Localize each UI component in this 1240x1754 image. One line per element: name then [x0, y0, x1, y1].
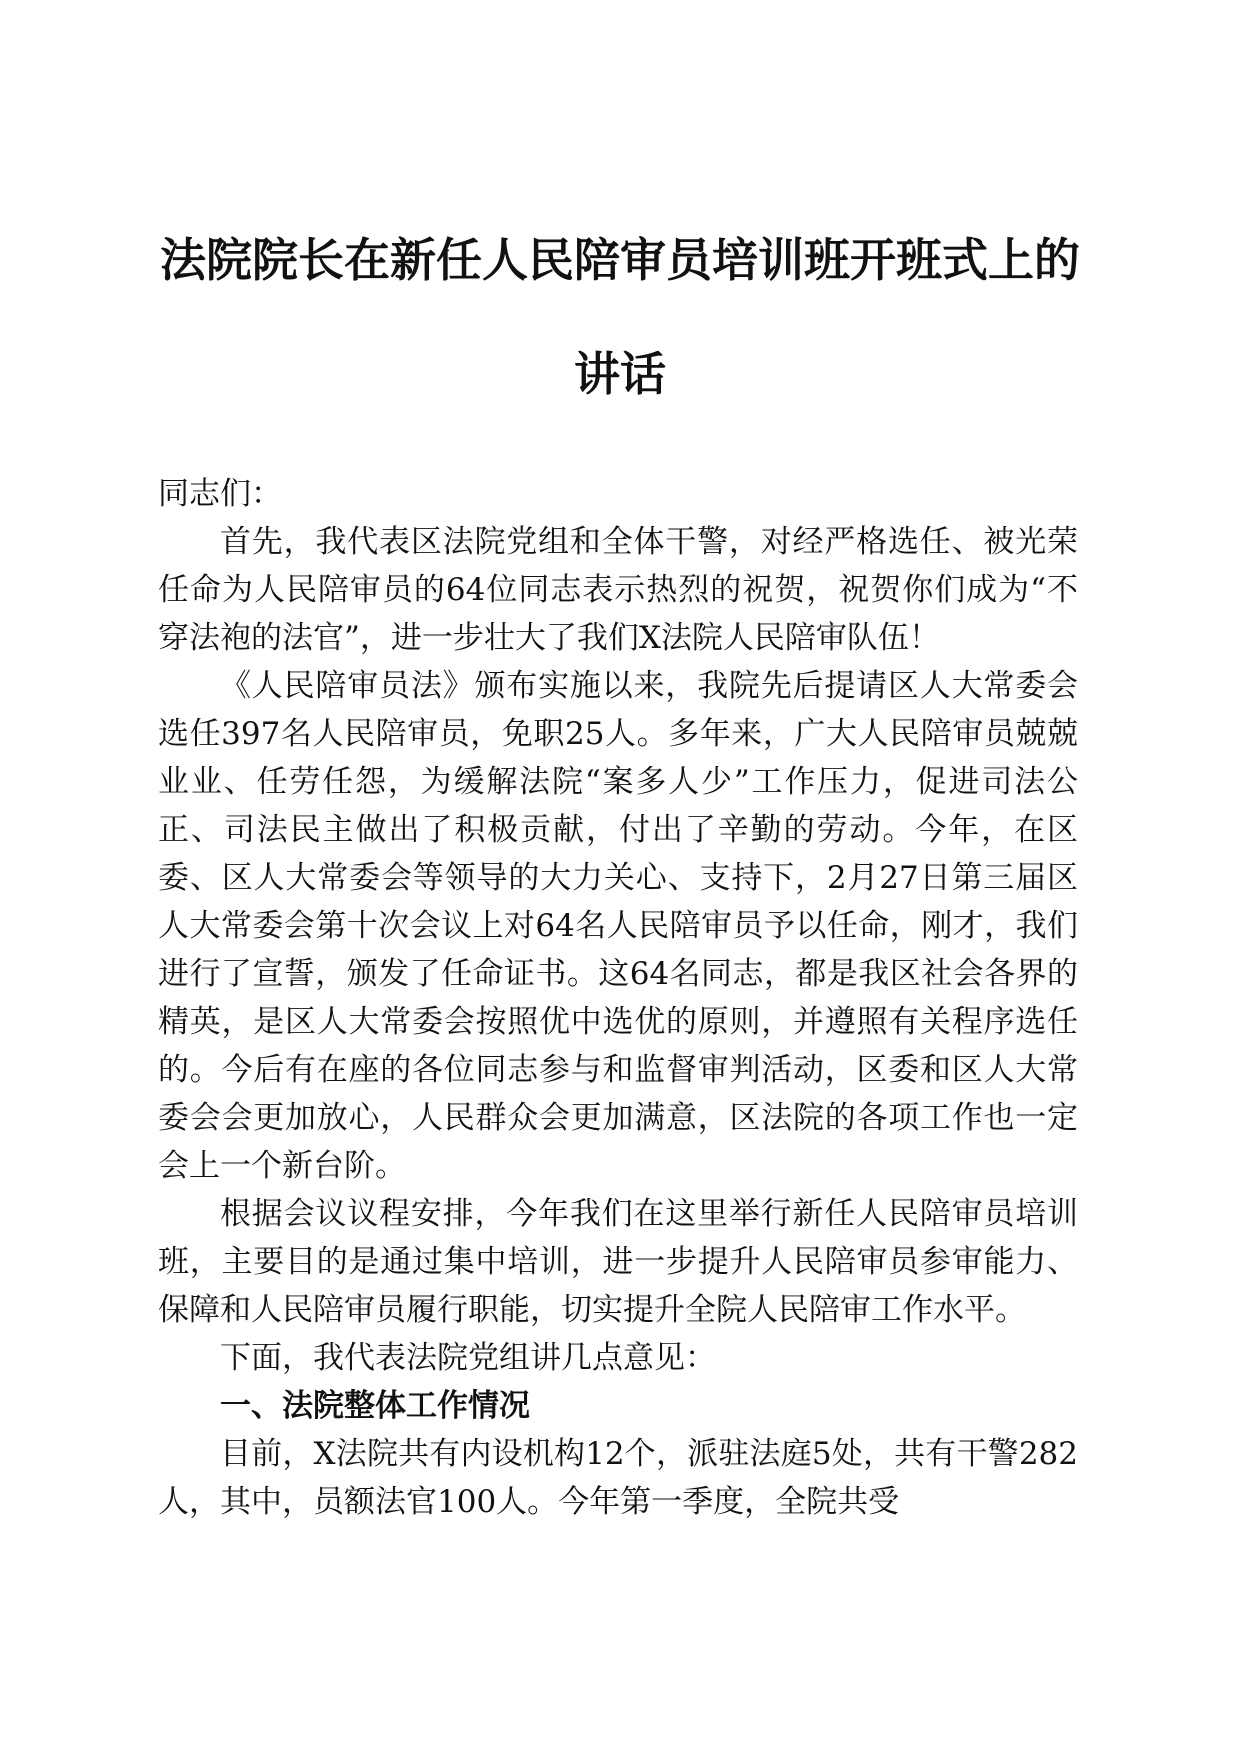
paragraph-opinions-intro: 下面，我代表法院党组讲几点意见： [220, 1340, 716, 1376]
section-heading-1: 一、法院整体工作情况 [220, 1388, 530, 1424]
paragraph-congratulations: 首先，我代表区法院党组和全体干警，对经严格选任、被光荣任命为人民陪审员的64位同志表示热烈的祝贺，祝贺你们成为“不穿法袍的法官”，进一步壮大了我们X法院人民陪审队伍！ [158, 524, 1078, 656]
salutation: 同志们： [158, 476, 282, 512]
paragraph-juror-law: 《人民陪审员法》颁布实施以来，我院先后提请区人大常委会选任397名人民陪审员，免职25人。多年来，广大人民陪审员兢兢业业、任劳任怨，为缓解法院“案多人少”工作压力，促进司法公正、司法民主做出了积极贡献，付出了辛勤的劳动。今年，在区委、区人大常委会等领导的大力关心、支持下，2月27日第三届区人大常委会第十次会议上对64名人民陪审员予以任命，刚才，我们进行了宣誓，颁发了任命证书。这64名同志，都是我区社会各界的精英，是区人大常委会按照优中选优的原则，并遵照有关程序选任的。今后有在座的各位同志参与和监督审判活动，区委和区人大常委会会更加放心，人民群众会更加满意，区法院的各项工作也一定会上一个新台阶。 [158, 668, 1078, 1184]
paragraph-training-purpose: 根据会议议程安排，今年我们在这里举行新任人民陪审员培训班，主要目的是通过集中培训，进一步提升人民陪审员参审能力、保障和人民陪审员履行职能，切实提升全院人民陪审工作水平。 [158, 1196, 1078, 1328]
document-title-line-1: 法院院长在新任人民陪审员培训班开班式上的 [160, 233, 1080, 287]
paragraph-court-overview: 目前，X法院共有内设机构12个，派驻法庭5处，共有干警282人，其中，员额法官100人。今年第一季度，全院共受 [158, 1436, 1078, 1520]
document-body [158, 470, 1078, 1526]
document-title-line-2: 讲话 [574, 347, 666, 401]
